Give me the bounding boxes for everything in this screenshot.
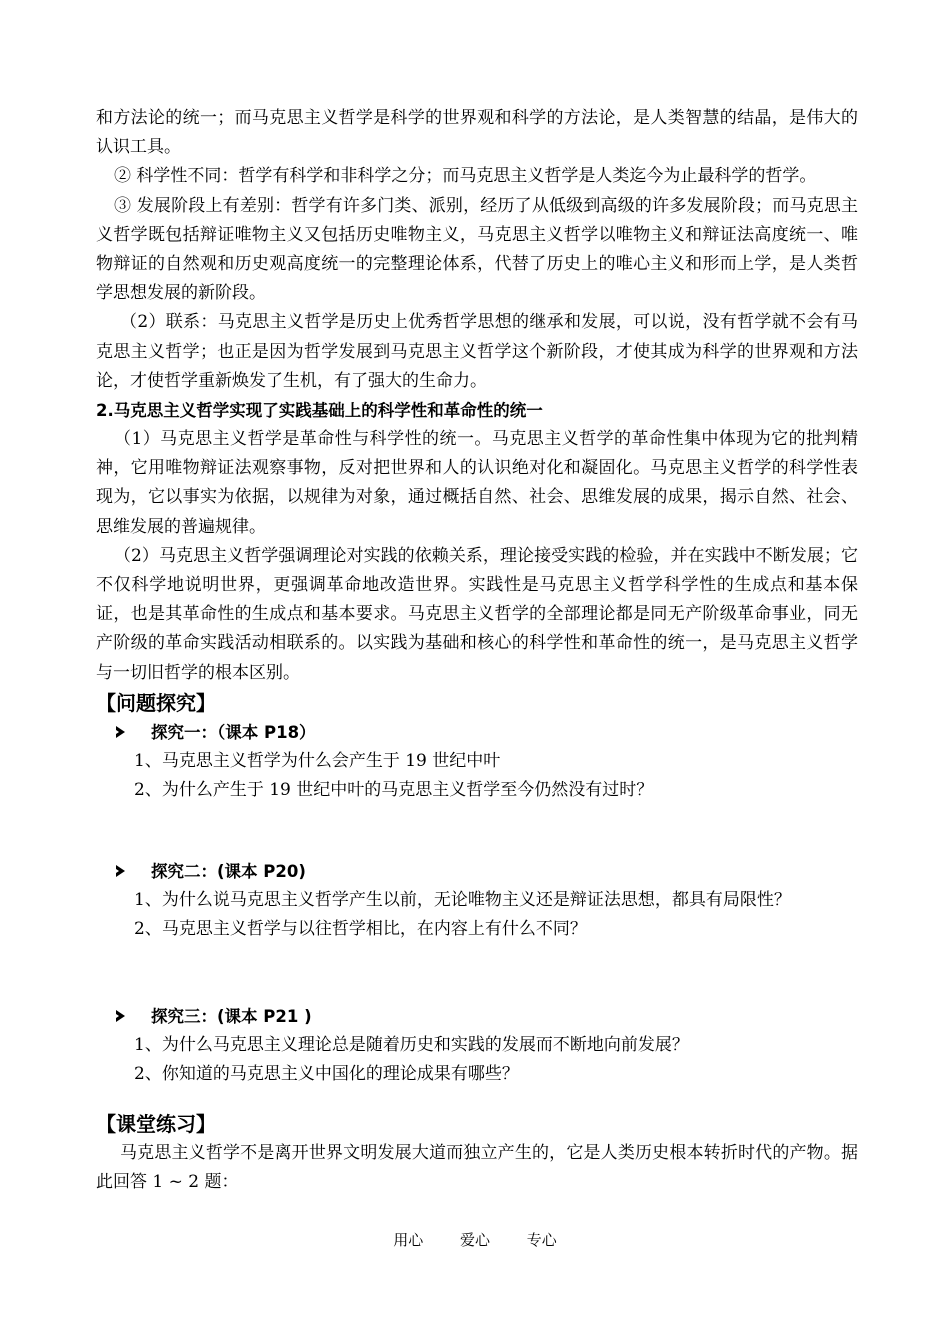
inquiry-item-1-label — [116, 718, 858, 747]
document-page — [96, 104, 858, 1197]
body-paragraph-3: ③ 发展阶段上有差别：哲学有许多门类、派别，经历了从低级到高级的许多发展阶段；而马克思主义哲学既包括辩证唯物主义又包括历史唯物主义，马克思主义哲学以唯物主义和辩证法高度统一、唯物辩证的自然观和历史观高度统一的完整理论体系，代替了历史上的唯心主义和形而上学，是人类哲学思想发展的新阶段。 — [96, 195, 858, 304]
inquiry-1-question-1: 1、马克思主义哲学为什么会产生于 19 世纪中叶 — [134, 750, 501, 771]
footer-word-1: 用心 — [393, 1231, 424, 1249]
body-paragraph-6: （2）马克思主义哲学强调理论对实践的依赖关系，理论接受实践的检验，并在实践中不断发展；它不仅科学地说明世界，更强调革命地改造世界。实践性是马克思主义哲学科学性的生成点和基本保证，也是其革命性的生成点和基本要求。马克思主义哲学的全部理论都是同无产阶级革命事业，同无产阶级的革命实践活动相联系的。以实践为基础和核心的科学性和革命性的统一，是马克思主义哲学与一切旧哲学的根本区别。 — [96, 545, 858, 683]
answer-space — [96, 805, 858, 857]
inquiry-section-title: 【问题探究】 — [96, 690, 216, 715]
inquiry-item-3-label — [116, 1002, 858, 1031]
inquiry-3-question-1: 1、为什么马克思主义理论总是随着历史和实践的发展而不断地向前发展？ — [134, 1034, 689, 1055]
practice-text: 马克思主义哲学不是离开世界文明发展大道而独立产生的，它是人类历史根本转折时代的产物。据此回答 1 ~ 2 题： — [96, 1142, 858, 1193]
inquiry-item-1-text: 探究一：（课本 P18） — [151, 722, 316, 742]
inquiry-2-question-2: 2、马克思主义哲学与以往哲学相比，在内容上有什么不同？ — [134, 918, 587, 939]
inquiry-2-question-1: 1、为什么说马克思主义哲学产生以前，无论唯物主义还是辩证法思想，都具有局限性？ — [134, 889, 791, 910]
inquiry-item-2-text: 探究二：(课本 P20) — [151, 861, 306, 881]
answer-space — [96, 944, 858, 1002]
body-paragraph-1: 和方法论的统一；而马克思主义哲学是科学的世界观和科学的方法论，是人类智慧的结晶，是伟大的认识工具。 — [96, 108, 858, 158]
answer-space — [96, 1089, 858, 1109]
page-footer — [0, 1229, 950, 1250]
footer-word-3: 专心 — [526, 1231, 557, 1249]
body-paragraph-4: （2）联系：马克思主义哲学是历史上优秀哲学思想的继承和发展，可以说，没有哲学就不会有马克思主义哲学；也正是因为哲学发展到马克思主义哲学这个新阶段，才使其成为科学的世界观和方法论，才使哲学重新焕发了生机，有了强大的生命力。 — [96, 312, 858, 391]
footer-word-2: 爱心 — [459, 1231, 490, 1249]
inquiry-3-question-2: 2、你知道的马克思主义中国化的理论成果有哪些？ — [134, 1063, 519, 1084]
inquiry-item-3-text: 探究三：(课本 P21 ) — [151, 1006, 312, 1026]
body-paragraph-2: ② 科学性不同：哲学有科学和非科学之分；而马克思主义哲学是人类迄今为止最科学的哲学。 — [114, 166, 817, 187]
practice-section-title: 【课堂练习】 — [96, 1111, 216, 1136]
inquiry-1-question-2: 2、为什么产生于 19 世纪中叶的马克思主义哲学至今仍然没有过时？ — [134, 779, 654, 800]
arrow-bullet-icon — [116, 726, 125, 738]
arrow-bullet-icon — [116, 865, 125, 877]
inquiry-item-2-label — [116, 857, 858, 886]
heading-section-2: 2.马克思主义哲学实现了实践基础上的科学性和革命性的统一 — [96, 401, 543, 421]
body-paragraph-5: （1）马克思主义哲学是革命性与科学性的统一。马克思主义哲学的革命性集中体现为它的批判精神，它用唯物辩证法观察事物，反对把世界和人的认识绝对化和凝固化。马克思主义哲学的科学性表现为，它以事实为依据，以规律为对象，通过概括自然、社会、思维发展的成果，揭示自然、社会、思维发展的普遍规律。 — [96, 429, 858, 537]
arrow-bullet-icon — [116, 1010, 125, 1022]
